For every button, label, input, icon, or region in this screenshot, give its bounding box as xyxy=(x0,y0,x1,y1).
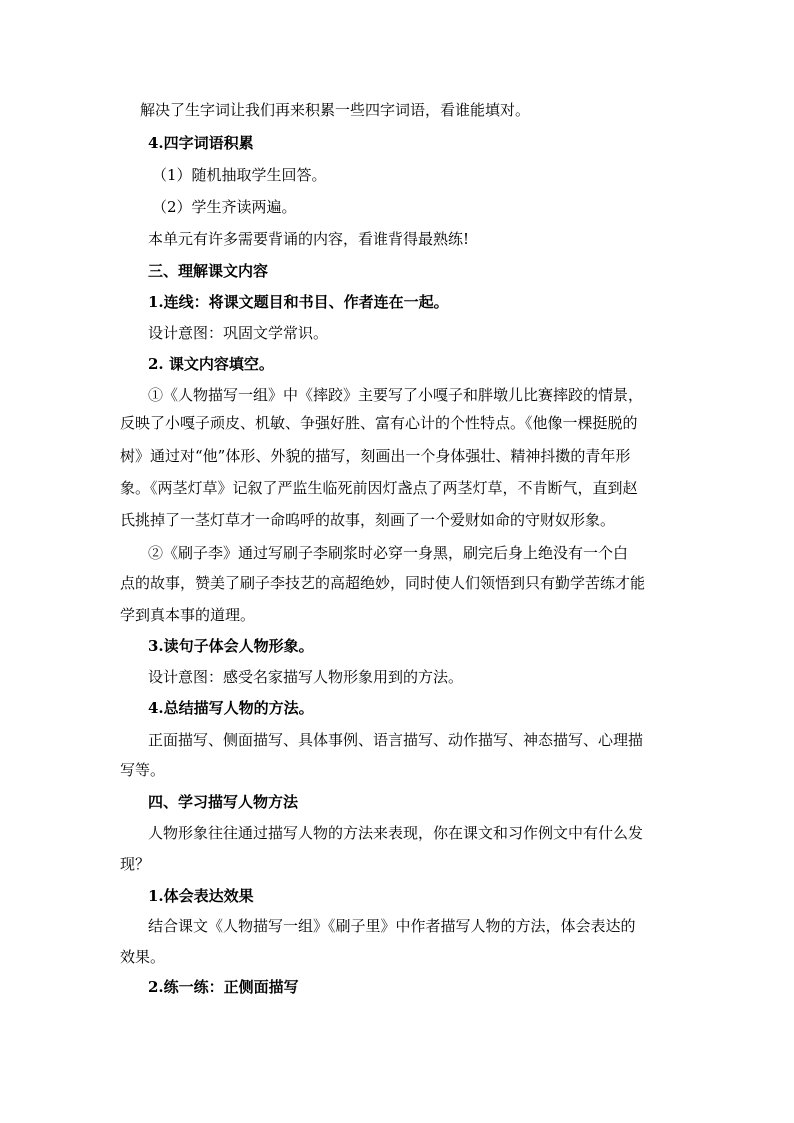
text-line: ②《刷子李》通过写刷子李刷浆时必穿一身黑，刷完后身上绝没有一个白 xyxy=(148,544,629,562)
text-line: 结合课文《人物描写一组》《刷子里》中作者描写人物的方法，体会表达的 xyxy=(148,917,636,935)
text-line: 设计意图：巩固文学常识。 xyxy=(148,324,329,342)
text-line: （1）随机抽取学生回答。 xyxy=(152,166,327,184)
text-line: 点的故事，赞美了刷子李技艺的高超绝妙，同时使人们领悟到只有勤学苦练才能 xyxy=(120,574,646,592)
text-line: 解决了生字词让我们再来积累一些四字词语，看谁能填对。 xyxy=(140,101,531,119)
section-heading: 2.练一练：正侧面描写 xyxy=(148,978,299,996)
text-line: 树》通过对“他”体形、外貌的描写，刻画出一个身体强壮、精神抖擞的青年形 xyxy=(120,447,631,465)
text-line: 正面描写、侧面描写、具体事例、语言描写、动作描写、神态描写、心理描 xyxy=(148,731,644,749)
text-line: 人物形象往往通过描写人物的方法来表现，你在课文和习作例文中有什么发 xyxy=(148,824,644,842)
text-line: （2）学生齐读两遍。 xyxy=(152,198,297,216)
section-heading: 三、理解课文内容 xyxy=(148,262,269,280)
text-line: 设计意图：感受名家描写人物形象用到的方法。 xyxy=(148,668,464,686)
section-heading: 2. 课文内容填空。 xyxy=(148,355,274,373)
text-line: 效果。 xyxy=(120,948,166,966)
text-line: 氏挑掉了一茎灯草才一命呜呼的故事，刻画了一个爱财如命的守财奴形象。 xyxy=(120,511,616,529)
text-line: ①《人物描写一组》中《摔跤》主要写了小嘎子和胖墩儿比赛摔跤的情景， xyxy=(148,386,644,404)
section-heading: 1.体会表达效果 xyxy=(148,887,254,905)
text-line: 写等。 xyxy=(120,761,166,779)
section-heading: 3.读句子体会人物形象。 xyxy=(148,637,314,655)
text-line: 象。《两茎灯草》记叙了严监生临死前因灯盏点了两茎灯草，不肯断气，直到赵 xyxy=(120,479,638,497)
text-line: 学到真本事的道理。 xyxy=(120,606,256,624)
section-heading: 4.总结描写人物的方法。 xyxy=(148,699,314,717)
text-line: 本单元有许多需要背诵的内容，看谁背得最熟练! xyxy=(148,230,470,248)
text-line: 现？ xyxy=(120,855,151,873)
section-heading: 四、学习描写人物方法 xyxy=(148,793,299,811)
section-heading: 1.连线：将课文题目和书目、作者连在一起。 xyxy=(148,293,449,311)
section-heading: 4.四字词语积累 xyxy=(148,134,254,152)
text-line: 反映了小嘎子顽皮、机敏、争强好胜、富有心计的个性特点。《他像一棵挺脱的 xyxy=(120,414,638,432)
